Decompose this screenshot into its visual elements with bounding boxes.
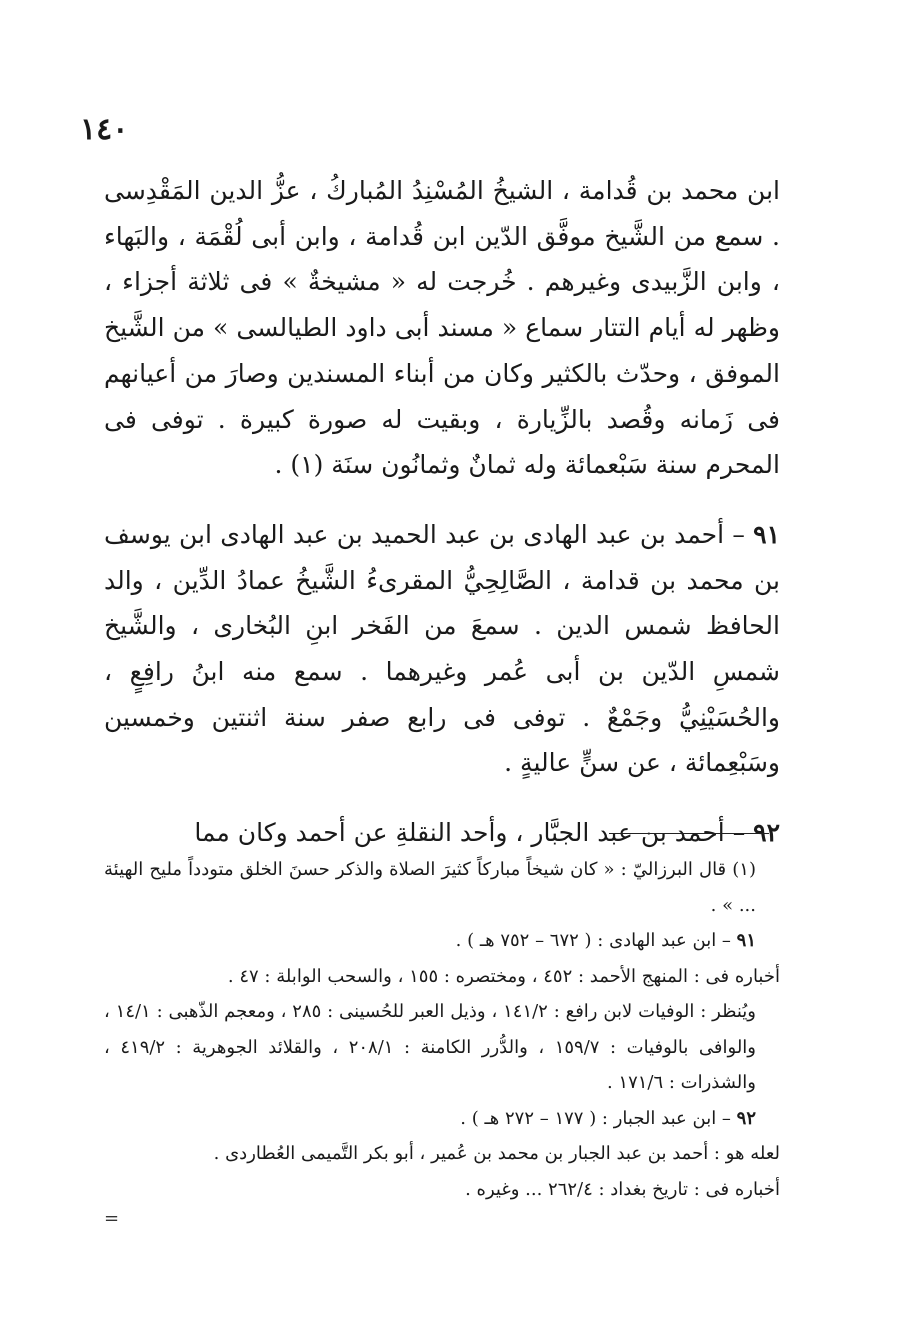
footnotes — [104, 852, 780, 1207]
footnote-1: (١) قال البرزاليّ : « كان شيخاً مباركاً كثيرَ الصلاة والذكر حسنَ الخلق متودداً مليح الهيئة ... » . — [104, 859, 756, 916]
footnote-91-title — [104, 923, 780, 959]
footnote-entry-title: – ابن عبد الجبار : ( ١٧٧ – ٢٧٢ هـ ) . — [460, 1107, 737, 1129]
paragraph-continuation: ابن محمد بن قُدامة ، الشيخُ المُسْنِدُ المُباركُ ، عزُّ الدين المَقْدِسى . سمع من الشَّيخ موفَّق الدّين ابن قُدامة ، وابن أبى لُقْمَة ، والبَهاء ، وابن الزَّبيدى وغيرهم . خُرجت له « مشيخةٌ » فى ثلاثة أجزاء ، وظهر له أيام التتار سماع « مسند أبى داود الطيالسى » من الشَّيخ الموفق ، وحدّث بالكثير وكان من أبناء المسندين وصارَ من أعيانهم فى زَمانه وقُصد بالزِّيارة ، وبقيت له صورة كبيرة . توفى فى المحرم سنة سَبْعمائة وله ثمانٌ وثمانُون سنَة (١) . — [104, 176, 780, 480]
footnote-entry-number: ٩١ — [736, 930, 756, 951]
footnote-entry-title: – ابن عبد الهادى : ( ٦٧٢ – ٧٥٢ هـ ) . — [455, 930, 737, 951]
page-number: ١٤٠ — [80, 112, 129, 147]
footnote-92-identity: لعله هو : أحمد بن عبد الجبار بن محمد بن عُمير ، أبو بكر التَّميمى العُطاردى . — [213, 1143, 780, 1164]
margin-mark: = — [104, 1208, 120, 1229]
entry-number: ٩١ — [753, 519, 780, 549]
footnote-divider — [609, 833, 769, 834]
footnote-91-references: ويُنظر : الوفيات لابن رافع : ١٤١/٢ ، وذيل العبر للحُسينى : ٢٨٥ ، ومعجم الذّهبى : ١٤/١ ، والوافى بالوفيات : ١٥٩/٧ ، والدُّرر الكامنة : ٢٠٨/١ ، والقلائد الجوهرية : ٤١٩/٢ ، والشذرات : ١٧١/٦ . — [104, 1001, 757, 1093]
entry-text: – أحمد بن عبد الهادى بن عبد الحميد بن عبد الهادى ابن يوسف بن محمد بن قدامة ، الصَّالِحِيُّ المقرىءُ الشَّيخُ عمادُ الدِّين ، والد الحافظ شمس الدين . سمعَ من الفَخر ابنِ البُخارى ، والشَّيخ شمسِ الدّين بن أبى عُمر وغيرهما . سمع منه ابنُ رافِعٍ ، والحُسَيْنِيُّ وجَمْعٌ . توفى فى رابع صفر سنة اثنتين وخمسين وسَبْعِمائة ، عن سنٍّ عاليةٍ . — [104, 519, 780, 778]
entry-text: – أحمد بن عبد الجبَّار ، وأحد النقلةِ عن أحمد وكان مما — [194, 818, 754, 848]
footnote-92-sources: أخباره فى : تاريخ بغداد : ٢٦٢/٤ ... وغيره . — [465, 1178, 780, 1200]
entry-number: ٩٢ — [753, 818, 780, 848]
footnote-91-sources: أخباره فى : المنهج الأحمد : ٤٥٢ ، ومختصره : ١٥٥ ، والسحب الوابلة : ٤٧ . — [227, 965, 780, 987]
footnote-entry-number: ٩٢ — [736, 1107, 756, 1129]
main-text — [104, 168, 780, 856]
footnote-92-title — [104, 1101, 780, 1137]
entry-91 — [104, 512, 780, 786]
